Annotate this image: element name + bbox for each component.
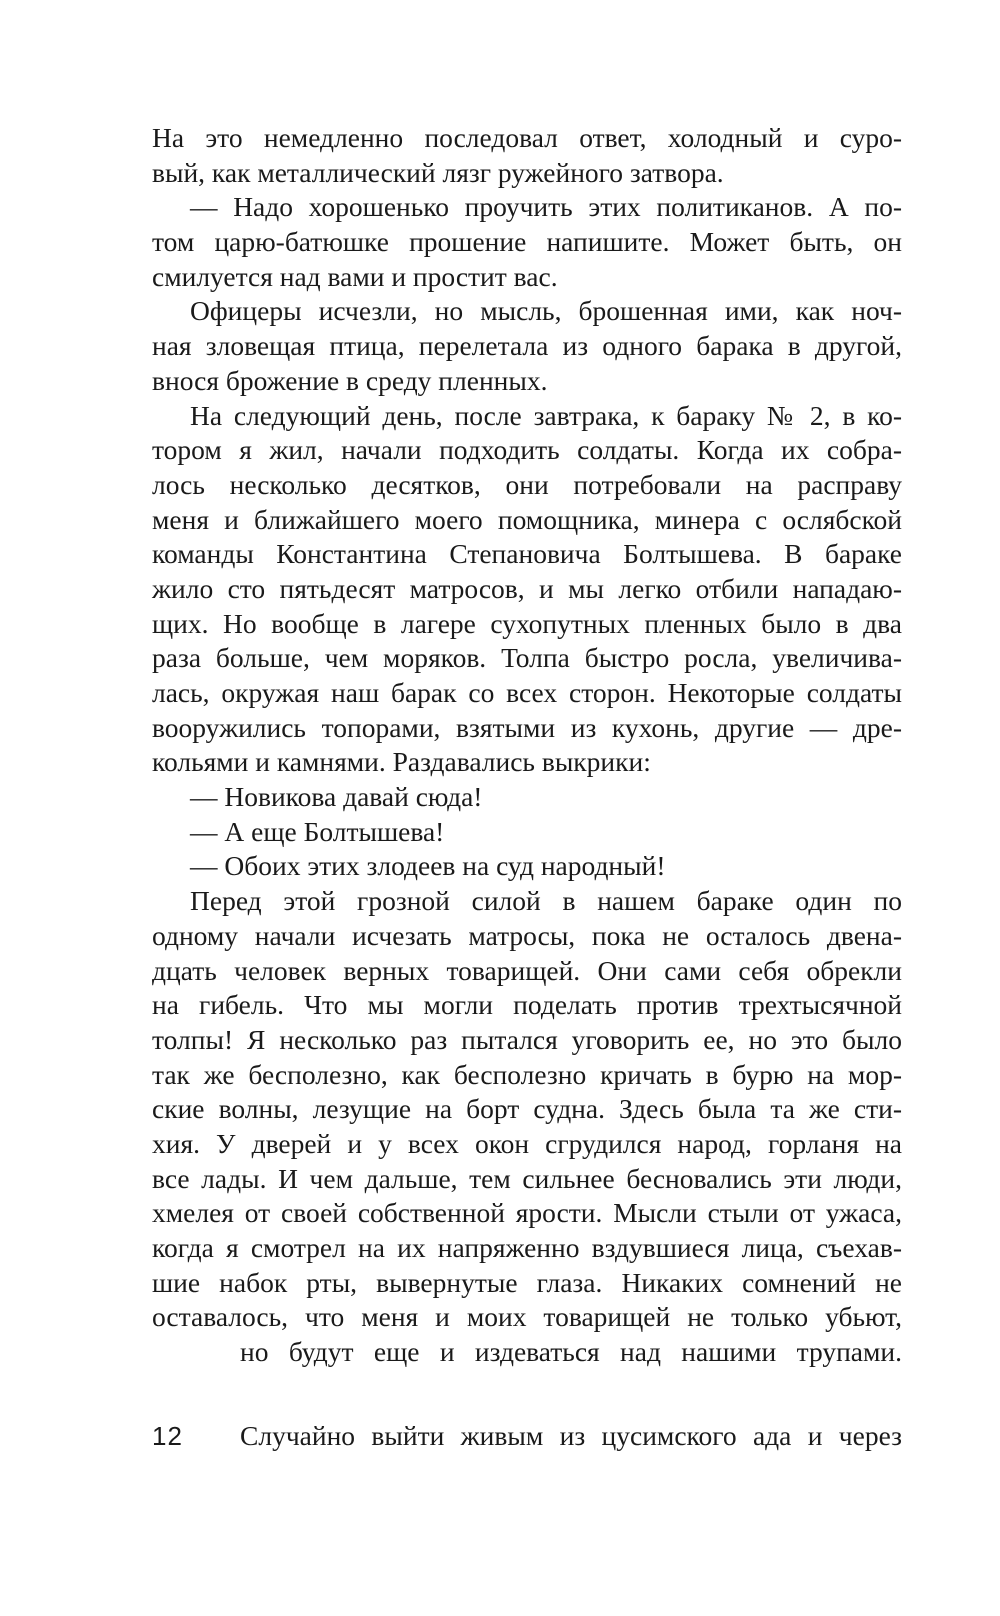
text-line: Офицеры исчезли, но мысль, брошенная ими, как ноч- xyxy=(190,295,902,327)
text-line: Перед этой грозной силой в нашем бараке один по xyxy=(190,885,902,917)
text-line: На это немедленно последовал ответ, холодный и суро- xyxy=(152,122,902,153)
text-line: тором я жил, начали подходить солдаты. Когда их собра- xyxy=(152,434,902,466)
dialogue-line: — А еще Болтышева! xyxy=(190,815,445,847)
text-line: ские волны, лезущие на борт судна. Здесь была та же сти- xyxy=(152,1093,902,1125)
text-line: одному начали исчезать матросы, пока не осталось двена- xyxy=(152,919,902,951)
text-line: на гибель. Что мы могли поделать против трехтысячной xyxy=(152,989,902,1021)
page-number: 12 xyxy=(152,1421,183,1451)
text-line: хмелея от своей собственной ярости. Мысли стыли от ужаса, xyxy=(152,1197,902,1229)
text-line: смилуется над вами и простит вас. xyxy=(152,260,558,292)
text-line: меня и ближайшего моего помощника, минера с ослябской xyxy=(152,503,902,535)
text-line: так же бесполезно, как бесполезно кричать в бурю на мор- xyxy=(152,1058,902,1090)
text-line: оставалось, что меня и моих товарищей не только убьют, xyxy=(152,1301,902,1333)
text-line: вый, как металлический лязг ружейного затвора. xyxy=(152,156,724,188)
text-line: хия. У дверей и у всех окон сгрудился народ, горланя на xyxy=(152,1127,902,1159)
main-text xyxy=(152,121,902,1370)
text-line: На следующий день, после завтрака, к бараку № 2, в ко- xyxy=(190,399,902,431)
text-line: щих. Но вообще в лагере сухопутных пленных было в два xyxy=(152,607,902,639)
text-line: команды Константина Степановича Болтышева. В бараке xyxy=(152,538,902,570)
text-line: раза больше, чем моряков. Толпа быстро росла, увеличива- xyxy=(152,642,902,674)
text-line: лось несколько десятков, они потребовали на расправу xyxy=(152,468,902,500)
text-line: толпы! Я несколько раз пытался уговорить ее, но это было xyxy=(152,1023,902,1055)
text-line: том царю-батюшке прошение напишите. Может быть, он xyxy=(152,226,902,258)
text-line: вооружились топорами, взятыми из кухонь, другие — дре- xyxy=(152,711,902,743)
text-line: когда я смотрел на их напряженно вздувшиеся лица, съехав- xyxy=(152,1232,902,1263)
text-line: внося брожение в среду пленных. xyxy=(152,364,548,396)
text-line: все лады. И чем дальше, тем сильнее бесновались эти люди, xyxy=(152,1162,902,1194)
text-line: лась, окружая наш барак со всех сторон. Некоторые солдаты xyxy=(152,677,902,708)
dialogue-line: — Новикова давай сюда! xyxy=(190,781,483,813)
text-line: дцать человек верных товарищей. Они сами себя обрекли xyxy=(152,954,902,986)
text-line: Случайно выйти живым из цусимского ада и через xyxy=(240,1420,902,1451)
text-line: ная зловещая птица, перелетала из одного барака в другой, xyxy=(152,330,902,362)
text-line: шие набок рты, вывернутые глаза. Никаких сомнений не xyxy=(152,1266,902,1298)
text-line: но будут еще и издеваться над нашими трупами. xyxy=(240,1336,902,1368)
text-line: кольями и камнями. Раздавались выкрики: xyxy=(152,746,651,778)
text-line: жило сто пятьдесят матросов, и мы легко отбили нападаю- xyxy=(152,572,902,604)
text-line: — Надо хорошенько проучить этих политиканов. А по- xyxy=(190,191,902,223)
dialogue-line: — Обоих этих злодеев на суд народный! xyxy=(190,850,666,882)
